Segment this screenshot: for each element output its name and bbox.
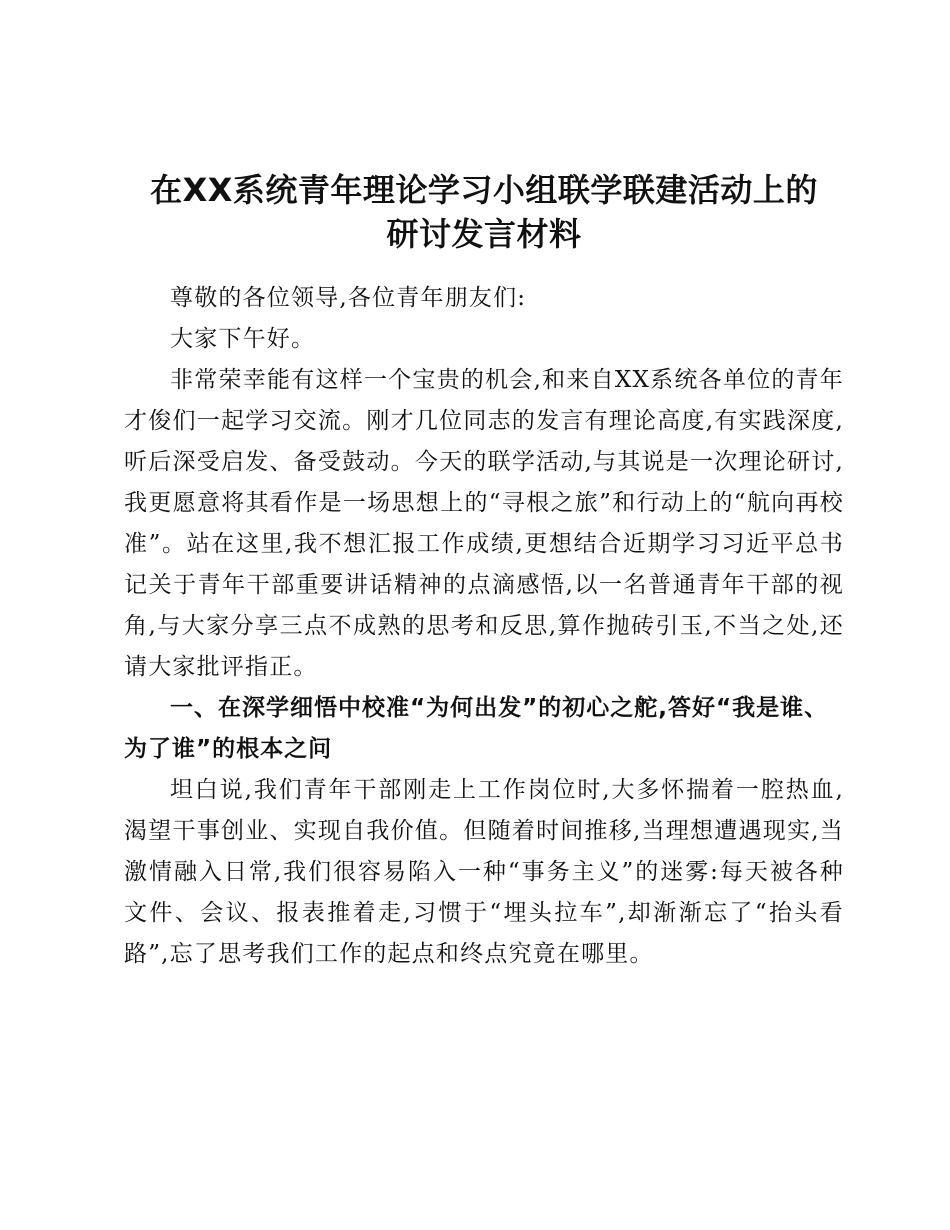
section-1-heading: 一、在深学细悟中校准“为何出发”的初心之舵,答好“我是谁、为了谁”的根本之问: [124, 695, 829, 762]
section-1-paragraph: 坦白说,我们青年干部刚走上工作岗位时,大多怀揣着一腔热血,渴望干事创业、实现自我价值。但随着时间推移,当理想遭遇现实,当激情融入日常,我们很容易陷入一种“事务主义”的迷雾:每天被各种文件、会议、报表推着走,习惯于“埋头拉车”,却渐渐忘了“抬头看路”,忘了思考我们工作的起点和终点究竟在哪里。: [124, 777, 844, 967]
document-page: [124, 168, 844, 975]
title-line-2: 研讨发言材料: [386, 215, 582, 253]
document-title: [124, 168, 844, 256]
greeting: 大家下午好。: [170, 326, 316, 352]
title-line-1: 在XX系统青年理论学习小组联学联建活动上的: [150, 171, 818, 209]
document-body: [124, 278, 844, 975]
intro-paragraph: 非常荣幸能有这样一个宝贵的机会,和来自XX系统各单位的青年才俊们一起学习交流。刚才几位同志的发言有理论高度,有实践深度,听后深受启发、备受鼓动。今天的联学活动,与其说是一次理论研讨,我更愿意将其看作是一场思想上的“寻根之旅”和行动上的“航向再校准”。站在这里,我不想汇报工作成绩,更想结合近期学习习近平总书记关于青年干部重要讲话精神的点滴感悟,以一名普通青年干部的视角,与大家分享三点不成熟的思考和反思,算作抛砖引玉,不当之处,还请大家批评指正。: [124, 367, 844, 680]
salutation: 尊敬的各位领导,各位青年朋友们:: [170, 285, 527, 311]
